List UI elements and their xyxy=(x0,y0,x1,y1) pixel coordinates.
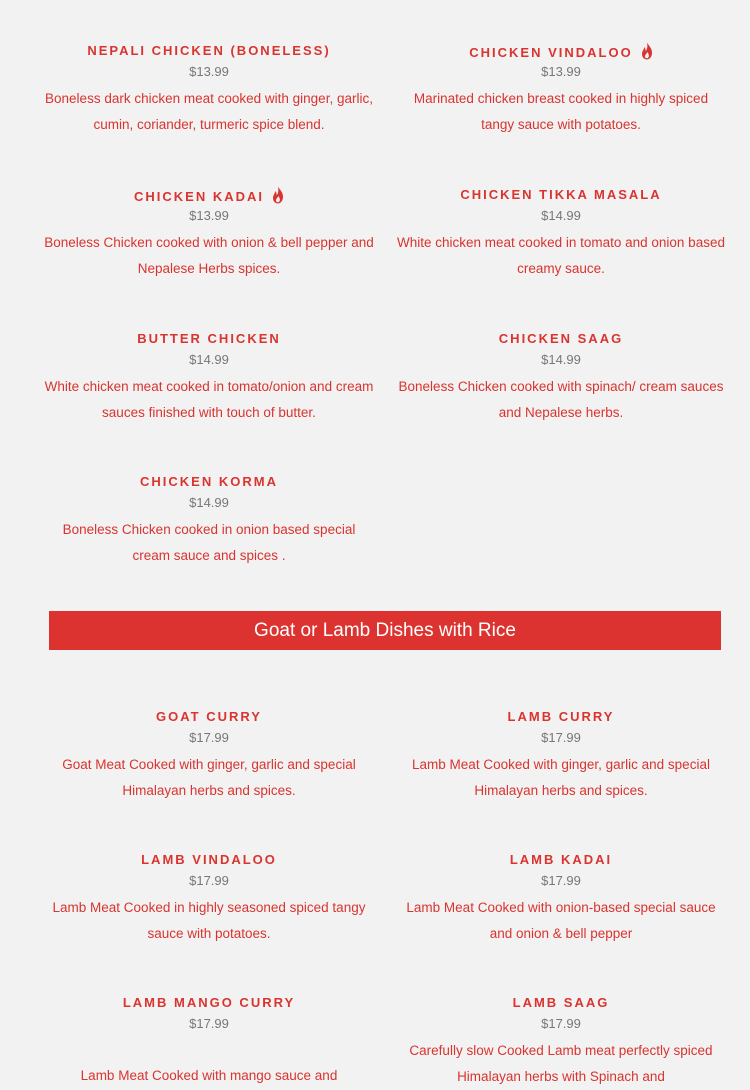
menu-item-goat-curry xyxy=(44,708,374,804)
flame-icon xyxy=(641,42,653,60)
menu-item-name: CHICKEN TIKKA MASALA xyxy=(460,187,662,202)
menu-item-butter-chicken xyxy=(44,330,374,426)
menu-item-name: LAMB MANGO CURRY xyxy=(122,995,296,1010)
menu-item-chicken-saag xyxy=(396,330,726,426)
menu-item-price: $17.99 xyxy=(541,873,581,888)
menu-item-nepali-chicken xyxy=(44,42,374,138)
menu-item-lamb-kadai xyxy=(396,851,726,947)
menu-item-price: $17.99 xyxy=(189,1016,229,1031)
menu-item-chicken-kadai xyxy=(44,186,374,282)
menu-item-description: Goat Meat Cooked with ginger, garlic and special Himalayan herbs and spices. xyxy=(62,757,356,798)
flame-icon xyxy=(272,186,284,204)
menu-item-name: LAMB SAAG xyxy=(512,995,610,1010)
menu-item-name: BUTTER CHICKEN xyxy=(137,331,281,346)
menu-item-name: GOAT CURRY xyxy=(156,709,262,724)
menu-item-lamb-curry xyxy=(396,708,726,804)
menu-item-description: Lamb Meat Cooked in highly seasoned spiced tangy sauce with potatoes. xyxy=(52,900,366,941)
menu-item-name: NEPALI CHICKEN (BONELESS) xyxy=(87,43,331,58)
menu-item-name: CHICKEN VINDALOO xyxy=(469,45,633,60)
menu-item-name: CHICKEN SAAG xyxy=(498,331,624,346)
menu-item-price: $13.99 xyxy=(189,208,229,223)
menu-item-description: Marinated chicken breast cooked in highly spiced tangy sauce with potatoes. xyxy=(413,91,709,132)
menu-item-description: Lamb Meat Cooked with mango sauce and xyxy=(80,1068,338,1083)
menu-item-lamb-vindaloo xyxy=(44,851,374,947)
menu-item-price: $17.99 xyxy=(189,873,229,888)
menu-item-price: $14.99 xyxy=(189,495,229,510)
menu-item-price: $13.99 xyxy=(541,64,581,79)
menu-item-description: Boneless dark chicken meat cooked with ginger, garlic, cumin, coriander, turmeric spice blend. xyxy=(45,91,373,132)
menu-item-name: LAMB CURRY xyxy=(507,709,615,724)
menu-item-name-row xyxy=(396,42,726,60)
menu-item-lamb-saag xyxy=(396,994,726,1090)
menu-item-description: Boneless Chicken cooked with spinach/ cream sauces and Nepalese herbs. xyxy=(398,379,724,420)
menu-item-price: $14.99 xyxy=(541,208,581,223)
menu-item-description: Lamb Meat Cooked with onion-based special sauce and onion & bell pepper xyxy=(406,900,716,941)
menu-item-price: $17.99 xyxy=(541,730,581,745)
menu-item-price: $17.99 xyxy=(541,1016,581,1031)
menu-item-name-row xyxy=(44,186,374,204)
menu-item-name: LAMB VINDALOO xyxy=(141,852,277,867)
menu-item-price: $13.99 xyxy=(189,64,229,79)
menu-item-description: White chicken meat cooked in tomato/onion and cream sauces finished with touch of butter. xyxy=(44,379,374,420)
menu-item-lamb-mango-curry xyxy=(44,994,374,1089)
menu-item-description: Boneless Chicken cooked in onion based special cream sauce and spices . xyxy=(62,522,356,563)
menu-item-chicken-vindaloo xyxy=(396,42,726,138)
menu-item-price: $14.99 xyxy=(189,352,229,367)
section-header-goat-lamb: Goat or Lamb Dishes with Rice xyxy=(49,611,721,650)
menu-item-description: Carefully slow Cooked Lamb meat perfectly spiced Himalayan herbs with Spinach and xyxy=(409,1043,713,1084)
menu-item-name: CHICKEN KORMA xyxy=(140,474,278,489)
menu-item-price: $17.99 xyxy=(189,730,229,745)
menu-item-description: White chicken meat cooked in tomato and onion based creamy sauce. xyxy=(397,235,725,276)
menu-item-price: $14.99 xyxy=(541,352,581,367)
menu-item-name: CHICKEN KADAI xyxy=(134,189,264,204)
menu-item-chicken-korma xyxy=(44,473,374,569)
menu-item-chicken-tikka-masala xyxy=(396,186,726,282)
menu-item-description: Lamb Meat Cooked with ginger, garlic and special Himalayan herbs and spices. xyxy=(412,757,710,798)
menu-item-name: LAMB KADAI xyxy=(509,852,613,867)
menu-item-description: Boneless Chicken cooked with onion & bell pepper and Nepalese Herbs spices. xyxy=(44,235,374,276)
